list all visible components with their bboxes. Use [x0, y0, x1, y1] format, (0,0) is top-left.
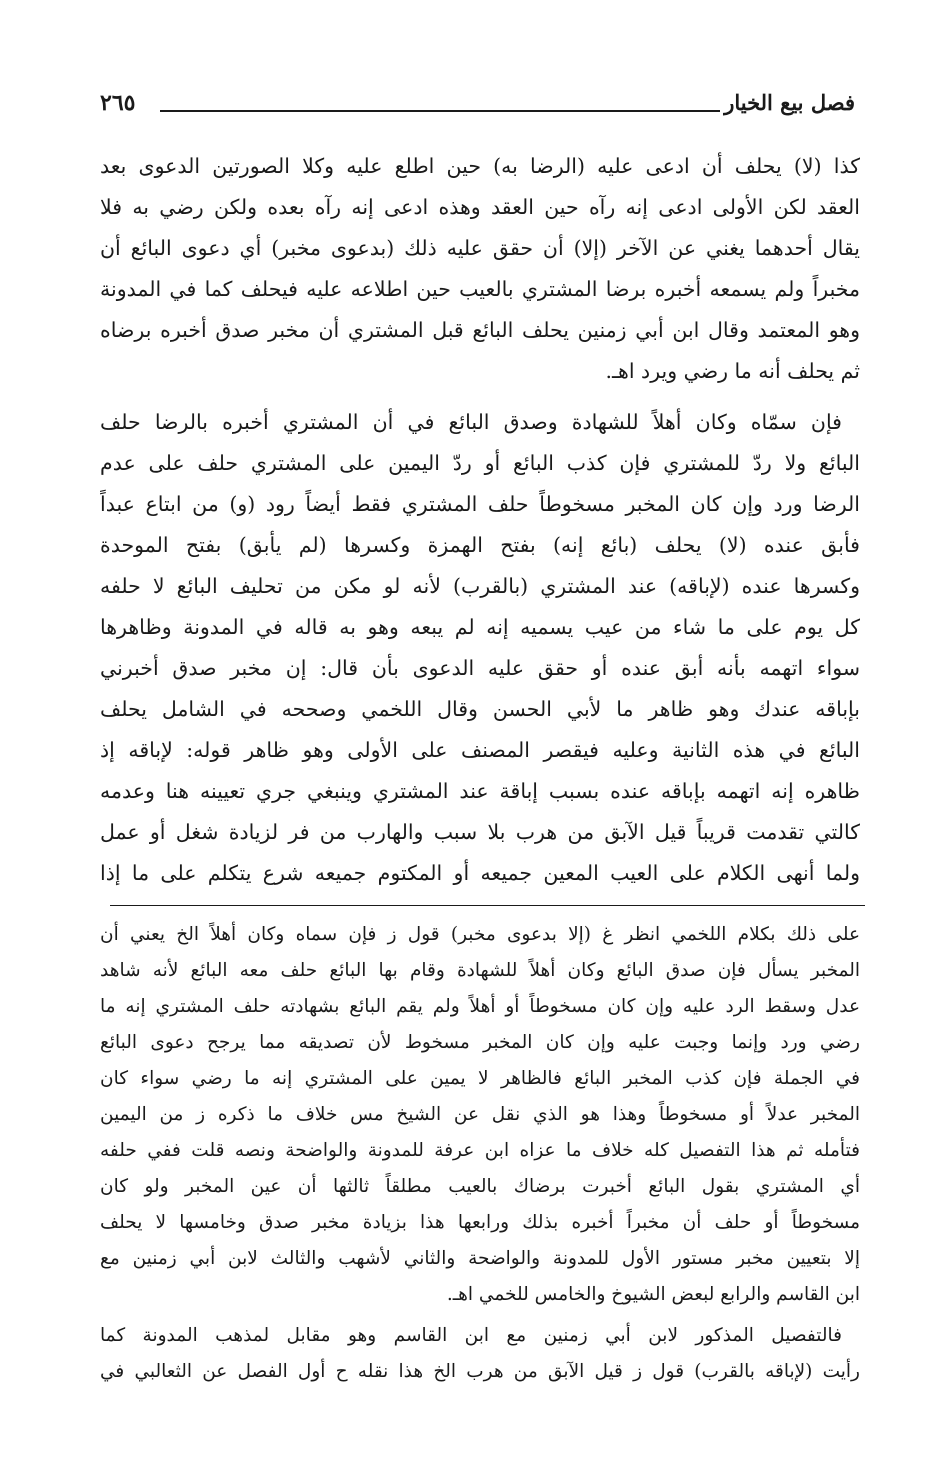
main-text-line: العقد لكن الأولى ادعى إنه رآه حين العقد وهذه ادعى إنه رآه بعده ولكن رضي به فلا [100, 195, 860, 219]
main-text-line: فأبق عنده (لا) يحلف (بائع إنه) بفتح الهمزة وكسرها (لم يأبق) بفتح الموحدة [100, 533, 860, 557]
main-text-line: يقال أحدهما يغني عن الآخر (إلا) أن حقق عليه ذلك (بدعوى مخبر) أي دعوى البائع أن [100, 236, 860, 260]
footnote-line: رضي ورد وإنما وجبت عليه وإن كان المخبر مسخوط لأن تصديقه مما يرجح دعوى البائع [100, 1032, 860, 1053]
main-text-line: مخبراً ولم يسمعه أخبره برضا المشتري بالعيب حين اطلاعه عليه فيحلف كما في المدونة [100, 277, 860, 301]
footnote-separator [110, 905, 865, 906]
header-rule [160, 110, 720, 112]
footnote-line: أي المشتري بقول البائع أخبرت برضاك بالعيب مطلقاً ثالثها أن عين المخبر ولو كان [100, 1176, 860, 1197]
main-text-line: بإباقه عندك وهو ظاهر ما لأبي الحسن وقال اللخمي وصححه في الشامل يحلف [100, 697, 860, 721]
chapter-title: فصل بيع الخيار [724, 90, 855, 115]
footnote-line: فالتفصيل المذكور لابن أبي زمنين مع ابن القاسم وهو مقابل لمذهب المدونة كما [100, 1325, 842, 1346]
main-text-line: سواء اتهمه بأنه أبق عنده أو حقق عليه الدعوى بأن قال: إن مخبر صدق أخبرني [100, 656, 860, 680]
main-text-line: فإن سمّاه وكان أهلاً للشهادة وصدق البائع في أن المشتري أخبره بالرضا حلف [100, 410, 842, 434]
footnote-line: رأيت (لإباقه بالقرب) قول ز قيل الآبق من هرب الخ هذا نقله ح أول الفصل عن الثعالبي في [100, 1361, 860, 1382]
footnote-line: على ذلك بكلام اللخمي انظر غ (إلا بدعوى مخبر) قول ز فإن سماه وكان أهلاً الخ يعني أن [100, 924, 860, 945]
main-text-line: ظاهره إنه اتهمه بإباقه عنده بسبب إباقة عند المشتري وينبغي جري تعيينه هنا وعدمه [100, 779, 860, 803]
main-text-line: البائع ولا ردّ للمشتري فإن كذب البائع أو ردّ اليمين على المشتري حلف على عدم [100, 451, 860, 475]
footnote-line: عدل وسقط الرد عليه وإن كان مسخوطاً أو أهلاً ولم يقم البائع بشهادته حلف المشتري إنه ما [100, 996, 860, 1017]
main-text-line: ولما أنهى الكلام على العيب المعين جميعه أو المكتوم جميعه شرع يتكلم على ما إذا [100, 861, 860, 885]
footnote-line: مسخوطاً أو حلف أن مخبراً أخبره بذلك ورابعها هذا بزيادة مخبر صدق وخامسها لا يحلف [100, 1212, 860, 1233]
main-text-line: ثم يحلف أنه ما رضي ويرد اهـ. [605, 359, 860, 383]
footnote-line: في الجملة فإن كذب المخبر البائع فالظاهر لا يمين على المشتري إنه ما رضي سواء كان [100, 1068, 860, 1089]
footnote-line: فتأمله ثم هذا التفصيل كله خلاف ما عزاه ابن عرفة للمدونة والواضحة ونصه قلت ففي حلفه [100, 1140, 860, 1161]
page-number: ٢٦٥ [100, 90, 136, 116]
footnote-line: ابن القاسم والرابع لبعض الشيوخ والخامس للخمي اهـ. [446, 1284, 860, 1305]
main-text-line: كل يوم على ما شاء من عيب يسميه إنه لم يبعه وهو به قاله في المدونة وظاهرها [100, 615, 860, 639]
footnote-line: المخبر يسأل فإن صدق البائع وكان أهلاً للشهادة وقام بها البائع حلف معه البائع لأنه شاهد [100, 960, 860, 981]
main-text-line: كذا (لا) يحلف أن ادعى عليه (الرضا به) حين اطلع عليه وكلا الصورتين الدعوى بعد [100, 154, 860, 178]
main-text-line: البائع في هذه الثانية وعليه فيقصر المصنف على الأولى وهو ظاهر قوله: لإباقه إذ [100, 738, 860, 762]
footnote-line: المخبر عدلاً أو مسخوطاً وهذا هو الذي نقل عن الشيخ مس خلاف ما ذكره ز من اليمين [100, 1104, 860, 1125]
page-header [100, 88, 855, 132]
footnote-line: إلا بتعيين مخبر مستور الأول للمدونة والواضحة والثاني لأشهب والثالث لابن أبي زمنين مع [100, 1248, 860, 1269]
main-text-line: كالتي تقدمت قريباً قيل الآبق من هرب بلا سبب والهارب من فر لزيادة شغل أو عمل [100, 820, 860, 844]
main-text-line: وهو المعتمد وقال ابن أبي زمنين يحلف البائع قبل المشتري أن مخبر صدق أخبره برضاه [100, 318, 860, 342]
main-text-line: وكسرها عنده (لإباقه) عند المشتري (بالقرب) لأنه لو مكن من تحليف البائع لا حلفه [100, 574, 860, 598]
main-text-line: الرضا ورد وإن كان المخبر مسخوطاً حلف المشتري فقط أيضاً رود (و) من ابتاع عبداً [100, 492, 860, 516]
